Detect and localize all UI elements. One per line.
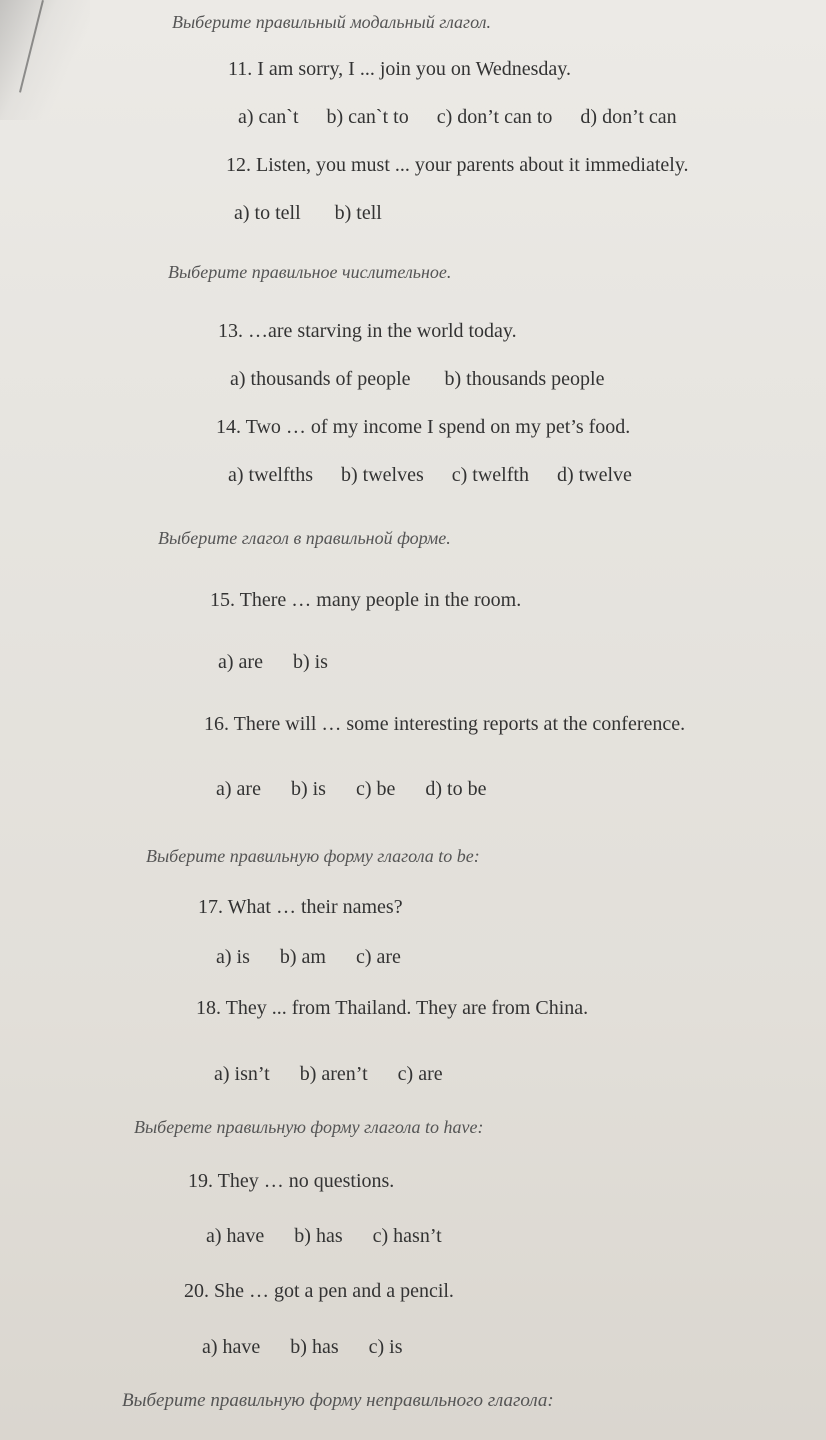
option-19-b: b) has [294,1225,343,1247]
option-19-c: c) hasn’t [372,1225,442,1247]
options-18 [214,1063,443,1086]
question-12: 12. Listen, you must ... your parents about it immediately. [226,154,689,176]
option-12-b: b) tell [334,202,382,224]
question-17: 17. What … their names? [198,896,403,918]
options-11 [238,106,677,129]
option-18-c: c) are [397,1063,443,1085]
options-14 [228,464,632,487]
option-11-d: d) don’t can [580,106,677,128]
option-16-d: d) to be [425,778,487,800]
option-16-c: c) be [355,778,396,800]
option-20-b: b) has [290,1336,339,1358]
section-heading-to-be: Выберите правильную форму глагола to be: [146,846,480,866]
options-19 [206,1225,442,1248]
options-20 [202,1336,403,1359]
option-14-d: d) twelve [556,464,632,486]
option-12-a: a) to tell [234,202,301,224]
option-13-b: b) thousands people [444,368,605,390]
option-20-a: a) have [202,1336,261,1358]
question-19: 19. They … no questions. [188,1170,395,1192]
option-14-c: c) twelfth [451,464,529,486]
option-16-a: a) are [216,778,261,800]
question-11: 11. I am sorry, I ... join you on Wednesday. [228,58,571,80]
option-15-b: b) is [292,651,328,673]
option-11-b: b) can`t to [326,106,409,128]
question-15: 15. There … many people in the room. [210,589,522,611]
section-heading-numeral: Выберите правильное числительное. [168,262,452,282]
option-14-a: a) twelfths [228,464,313,486]
question-20: 20. She … got a pen and a pencil. [184,1280,454,1302]
option-18-a: a) isn’t [214,1063,270,1085]
paper-fold-line [19,0,44,93]
section-heading-to-have: Выберете правильную форму глагола to have: [134,1117,484,1137]
option-15-a: a) are [218,651,263,673]
question-16: 16. There will … some interesting reports at the conference. [204,713,686,735]
question-14: 14. Two … of my income I spend on my pet’s food. [216,416,631,438]
option-16-b: b) is [290,778,326,800]
question-13: 13. …are starving in the world today. [218,320,517,342]
section-heading-irregular-verb: Выберите правильную форму неправильного глагола: [122,1390,554,1411]
options-16 [216,778,486,801]
option-11-a: a) can`t [238,106,299,128]
section-heading-verb-form: Выберите глагол в правильной форме. [158,528,451,548]
option-18-b: b) aren’t [299,1063,368,1085]
options-15 [218,651,328,674]
options-13 [230,368,605,391]
options-17 [216,946,401,969]
question-18: 18. They ... from Thailand. They are from China. [196,997,589,1019]
option-14-b: b) twelves [340,464,424,486]
option-20-c: c) is [368,1336,403,1358]
paper-fold-shadow [0,0,90,120]
option-17-c: c) are [355,946,401,968]
option-17-a: a) is [216,946,250,968]
option-11-c: c) don’t can to [436,106,553,128]
option-19-a: a) have [206,1225,265,1247]
option-17-b: b) am [279,946,326,968]
option-13-a: a) thousands of people [230,368,411,390]
options-12 [234,202,382,225]
section-heading-modal: Выберите правильный модальный глагол. [172,12,491,32]
